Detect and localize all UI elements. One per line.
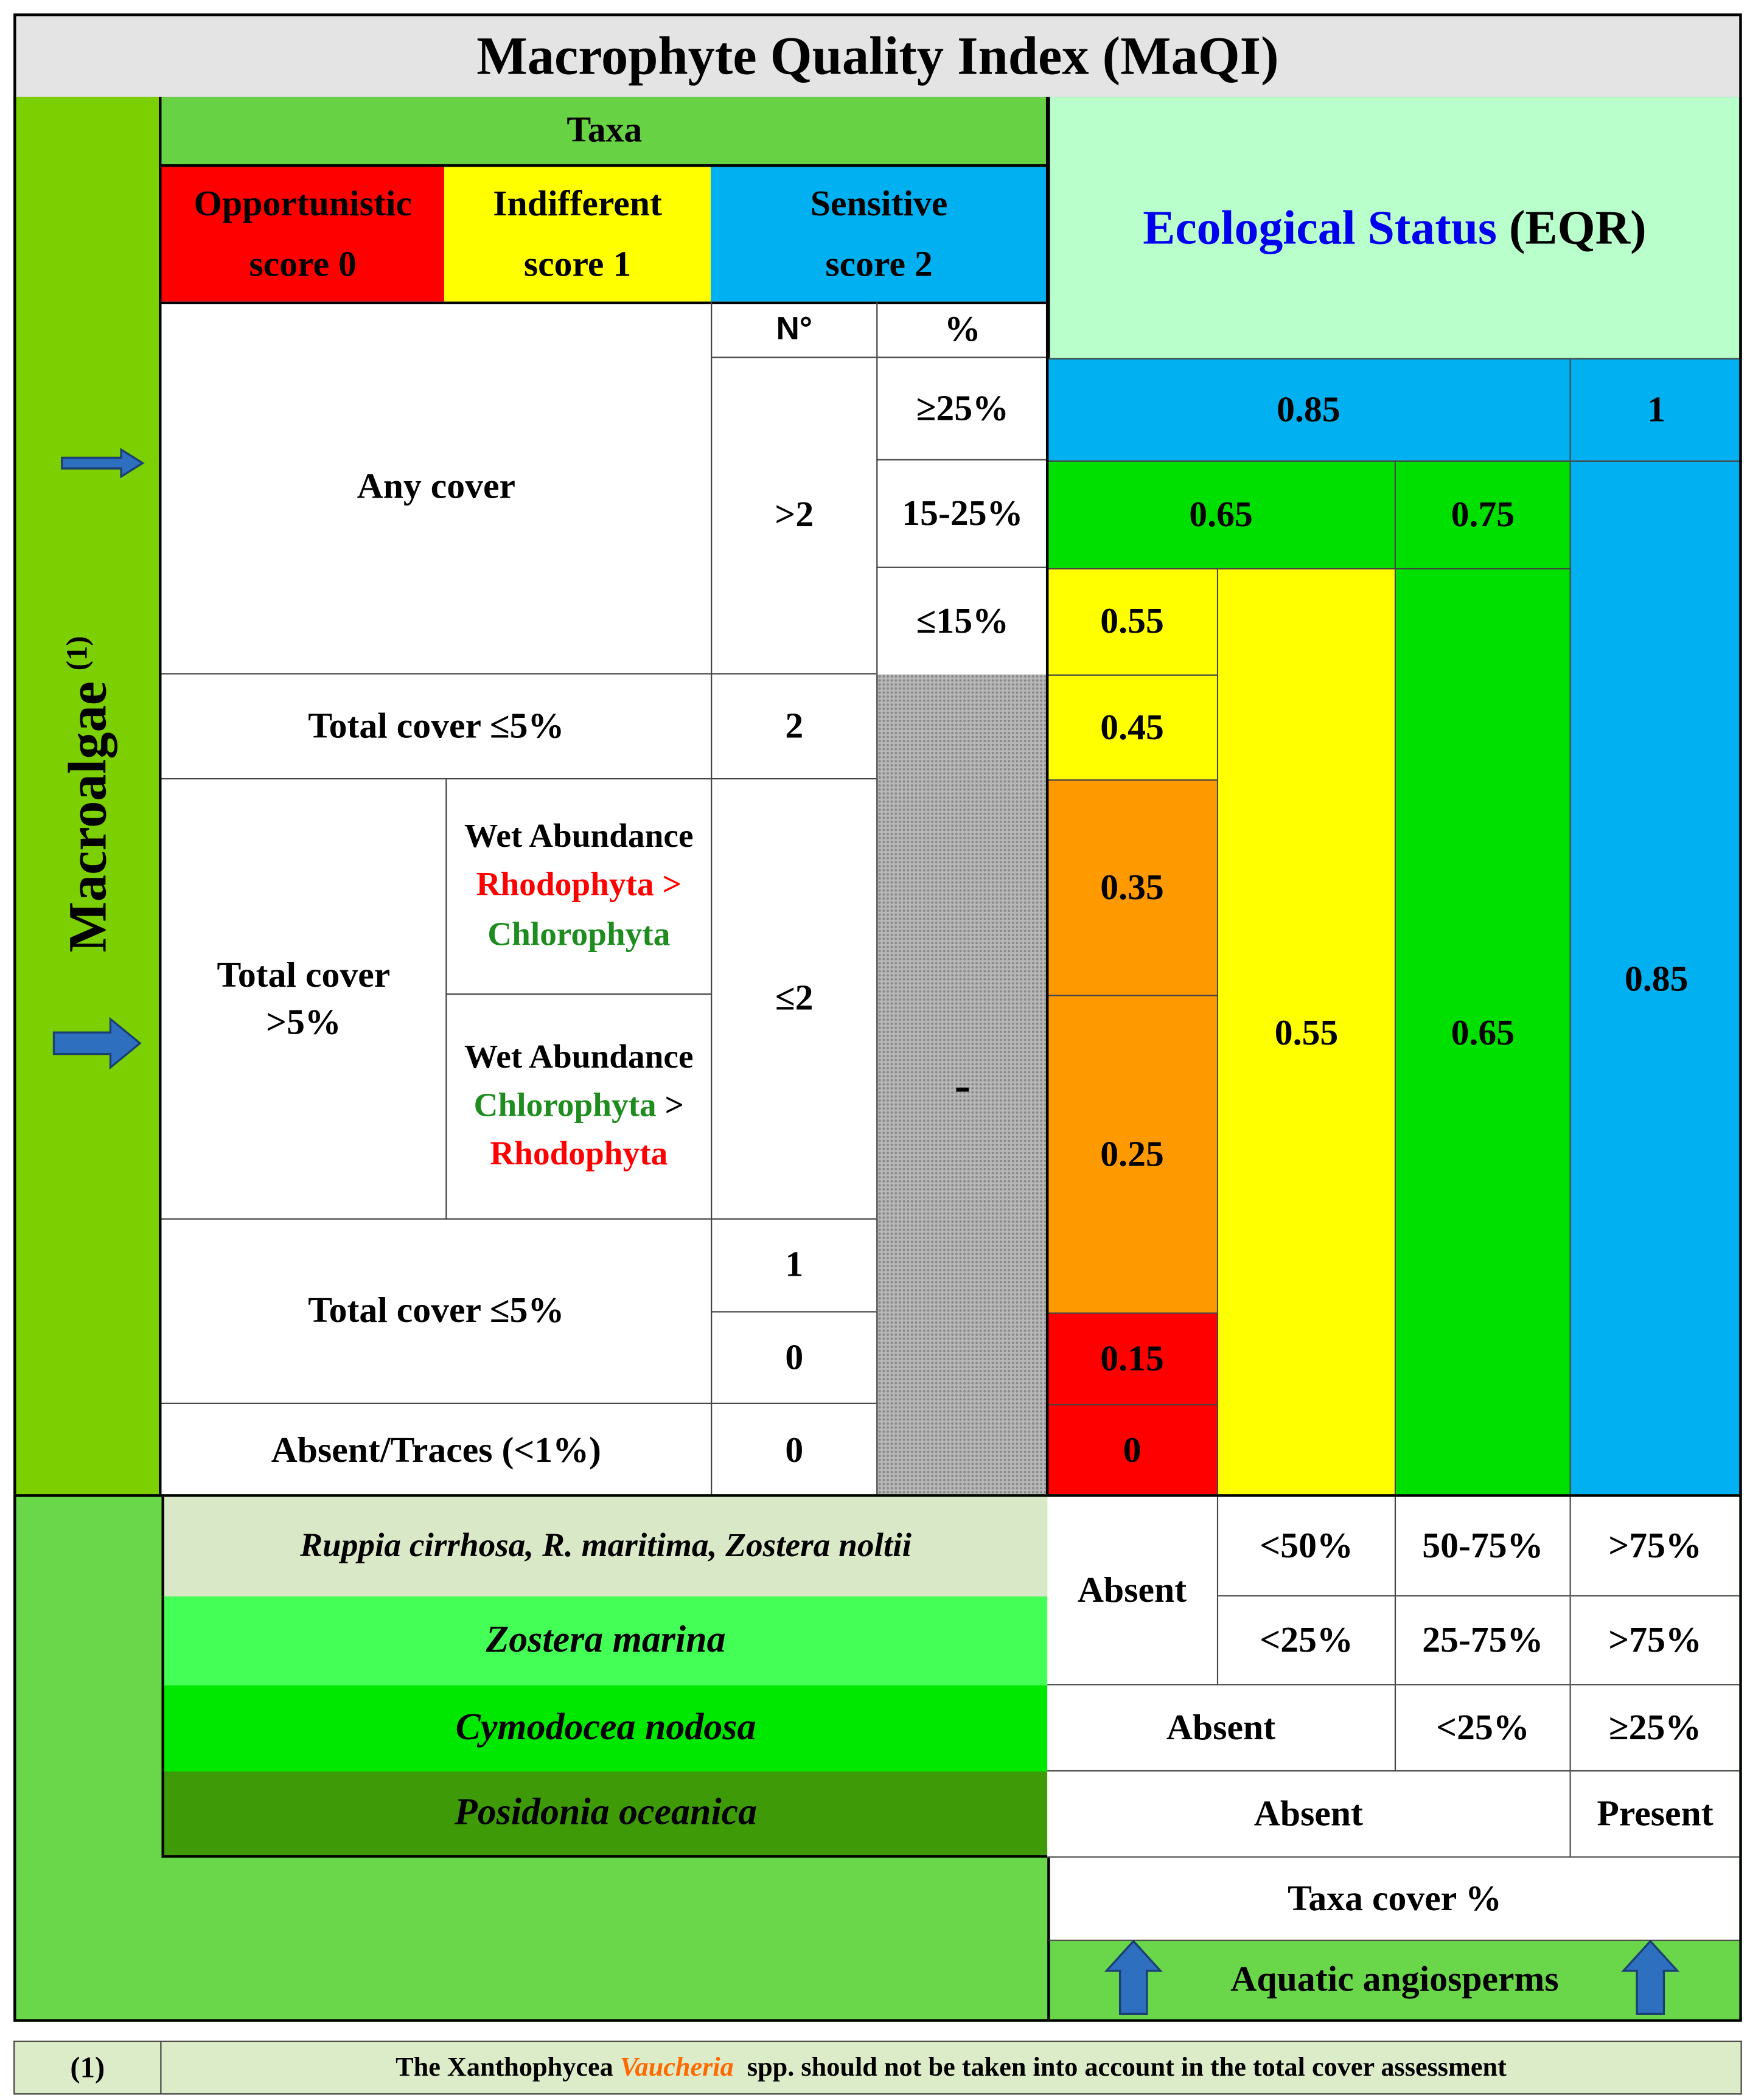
opportunistic-cell: Opportunistic score 0 (161, 167, 444, 301)
angio-r2-c3: >75% (1571, 1596, 1740, 1685)
arrow-up-icon (1621, 1938, 1680, 2016)
eqr-065-top-cell: 0.65 (1047, 461, 1396, 568)
count-2-cell: 2 (711, 675, 876, 780)
taxa-cover-label: Taxa cover % (1047, 1858, 1739, 1941)
angio-absent-r12-cell: Absent (1047, 1497, 1218, 1686)
total-cover-gt5-cell: Total cover >5% (161, 779, 445, 1220)
wet-abundance-chloro-cell: Wet Abundance Chlorophyta > Rhodophyta (445, 995, 711, 1220)
arrow-up-icon (1104, 1938, 1163, 2016)
mid-border (1046, 97, 1048, 1497)
arrow-right-icon (51, 1017, 142, 1071)
total-cover-le5-a-cell: Total cover ≤5% (161, 675, 711, 780)
eqr-075-cell: 0.75 (1396, 461, 1571, 568)
taxa-header: Taxa (161, 97, 1047, 167)
pct-15-25-cell: 15-25% (876, 461, 1047, 568)
eqr-025-cell: 0.25 (1047, 995, 1218, 1312)
sensitive-cell: Sensitive score 2 (711, 167, 1047, 301)
eqr-055-small-cell: 0.55 (1047, 568, 1218, 675)
eqr-055-column: 0.55 (1218, 568, 1396, 1497)
eqr-1-cell: 1 (1571, 358, 1742, 461)
count-0b-cell: 0 (711, 1404, 876, 1497)
right-border (1739, 97, 1741, 1497)
col-header-n: N° (711, 302, 876, 358)
any-cover-cell: Any cover (161, 302, 711, 675)
species-row-posidonia: Posidonia oceanica (161, 1771, 1047, 1858)
col-header-pct: % (876, 302, 1047, 358)
eqr-0-cell: 0 (1047, 1404, 1218, 1497)
angio-r3-c2: <25% (1396, 1685, 1571, 1771)
count-gt2-cell: >2 (711, 358, 876, 675)
eqr-065-column: 0.65 (1396, 568, 1571, 1497)
count-le2-cell: ≤2 (711, 779, 876, 1220)
title-bar (13, 13, 1742, 100)
footnote-text-cell: The Xanthophycea Vaucheria spp. should not be taken into account in the total cover assessment (161, 2041, 1741, 2095)
pct-le15-cell: ≤15% (876, 568, 1047, 675)
eqr-045-cell: 0.45 (1047, 675, 1218, 780)
angio-r4-present: Present (1571, 1771, 1740, 1858)
angio-r3-c3: ≥25% (1571, 1685, 1740, 1771)
species-row-cymodocea: Cymodocea nodosa (161, 1685, 1047, 1771)
count-1-cell: 1 (711, 1220, 876, 1313)
pct-ge25-cell: ≥25% (876, 358, 1047, 461)
angio-r2-c1: <25% (1218, 1596, 1396, 1685)
pct-not-applicable-cell: - (876, 675, 1047, 1497)
species-row-ruppia: Ruppia cirrhosa, R. maritima, Zostera noltii (161, 1497, 1047, 1597)
absent-traces-cell: Absent/Traces (<1%) (271, 1429, 601, 1470)
indifferent-cell: Indifferent score 1 (444, 167, 711, 301)
footnote-mark-cell: (1) (13, 2041, 161, 2095)
angio-r3-absent: Absent (1047, 1685, 1396, 1771)
arrow-right-icon (59, 447, 145, 479)
angio-r1-c3: >75% (1571, 1497, 1740, 1597)
total-cover-le5-b-cell: Total cover ≤5% (161, 1220, 711, 1404)
eqr-085-column: 0.85 (1571, 461, 1742, 1497)
aquatic-angiosperms-label: Aquatic angiosperms (1047, 1941, 1739, 2019)
angio-r1-c2: 50-75% (1396, 1497, 1571, 1597)
macroalgae-label: Macroalgae$^{(1)}$ (57, 636, 118, 953)
eqr-015-cell: 0.15 (1047, 1312, 1218, 1403)
angio-r1-c1: <50% (1218, 1497, 1396, 1597)
angio-r2-c2: 25-75% (1396, 1596, 1571, 1685)
wet-abundance-rhodo-cell: Wet Abundance Rhodophyta > Chlorophyta (445, 779, 711, 995)
page-title: Macrophyte Quality Index (MaQI) (476, 26, 1279, 86)
eqr-035-cell: 0.35 (1047, 779, 1218, 995)
eqr-085-top-cell: 0.85 (1047, 358, 1571, 461)
angio-r4-absent: Absent (1047, 1771, 1571, 1858)
ecological-status-header: Ecological Status (EQR) (1047, 97, 1742, 358)
count-0a-cell: 0 (711, 1312, 876, 1403)
species-row-zostera-marina: Zostera marina (161, 1596, 1047, 1685)
